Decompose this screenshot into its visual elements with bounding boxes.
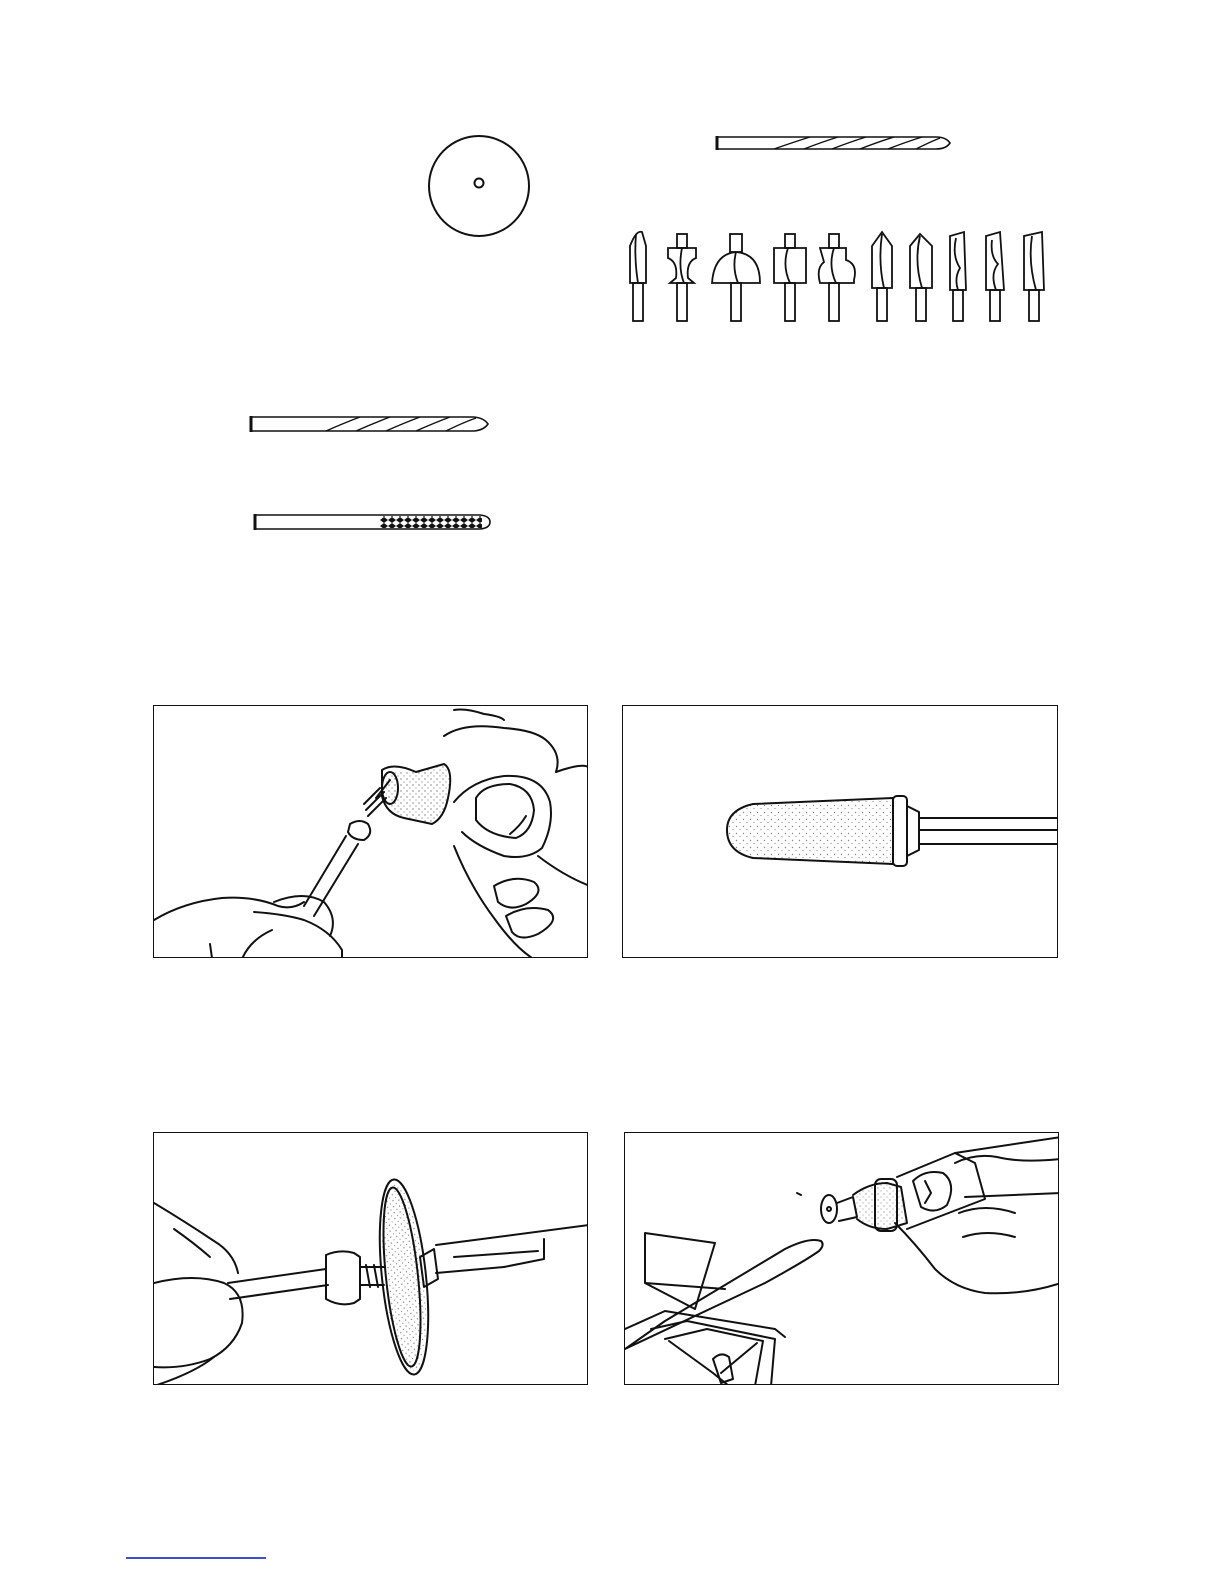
footer-rule — [126, 1557, 266, 1559]
router-bit-9 — [986, 232, 1004, 321]
router-bit-7 — [910, 234, 932, 321]
router-bit-set-illustration — [622, 228, 1062, 326]
router-bit-4 — [774, 234, 806, 321]
router-bit-8 — [950, 232, 966, 321]
router-bit-10 — [1024, 232, 1044, 321]
cutting-wheel-disc-illustration — [426, 133, 532, 239]
drill-bit-large-illustration — [714, 132, 954, 154]
panel-cutting-wheel-on-mandrel — [153, 1132, 588, 1385]
engraving-cutter-illustration — [252, 511, 494, 533]
router-bit-5 — [819, 234, 855, 321]
router-bit-1 — [630, 232, 646, 321]
panel-sharpening-with-rotary-tool — [624, 1132, 1059, 1385]
drill-bit-small-illustration — [248, 413, 492, 435]
panel-grinding-stone-mounting — [153, 705, 588, 958]
router-bit-2 — [668, 234, 696, 321]
router-bit-3 — [712, 234, 760, 321]
panel-grinding-stone-mounted — [622, 705, 1058, 958]
router-bit-6 — [872, 232, 892, 321]
